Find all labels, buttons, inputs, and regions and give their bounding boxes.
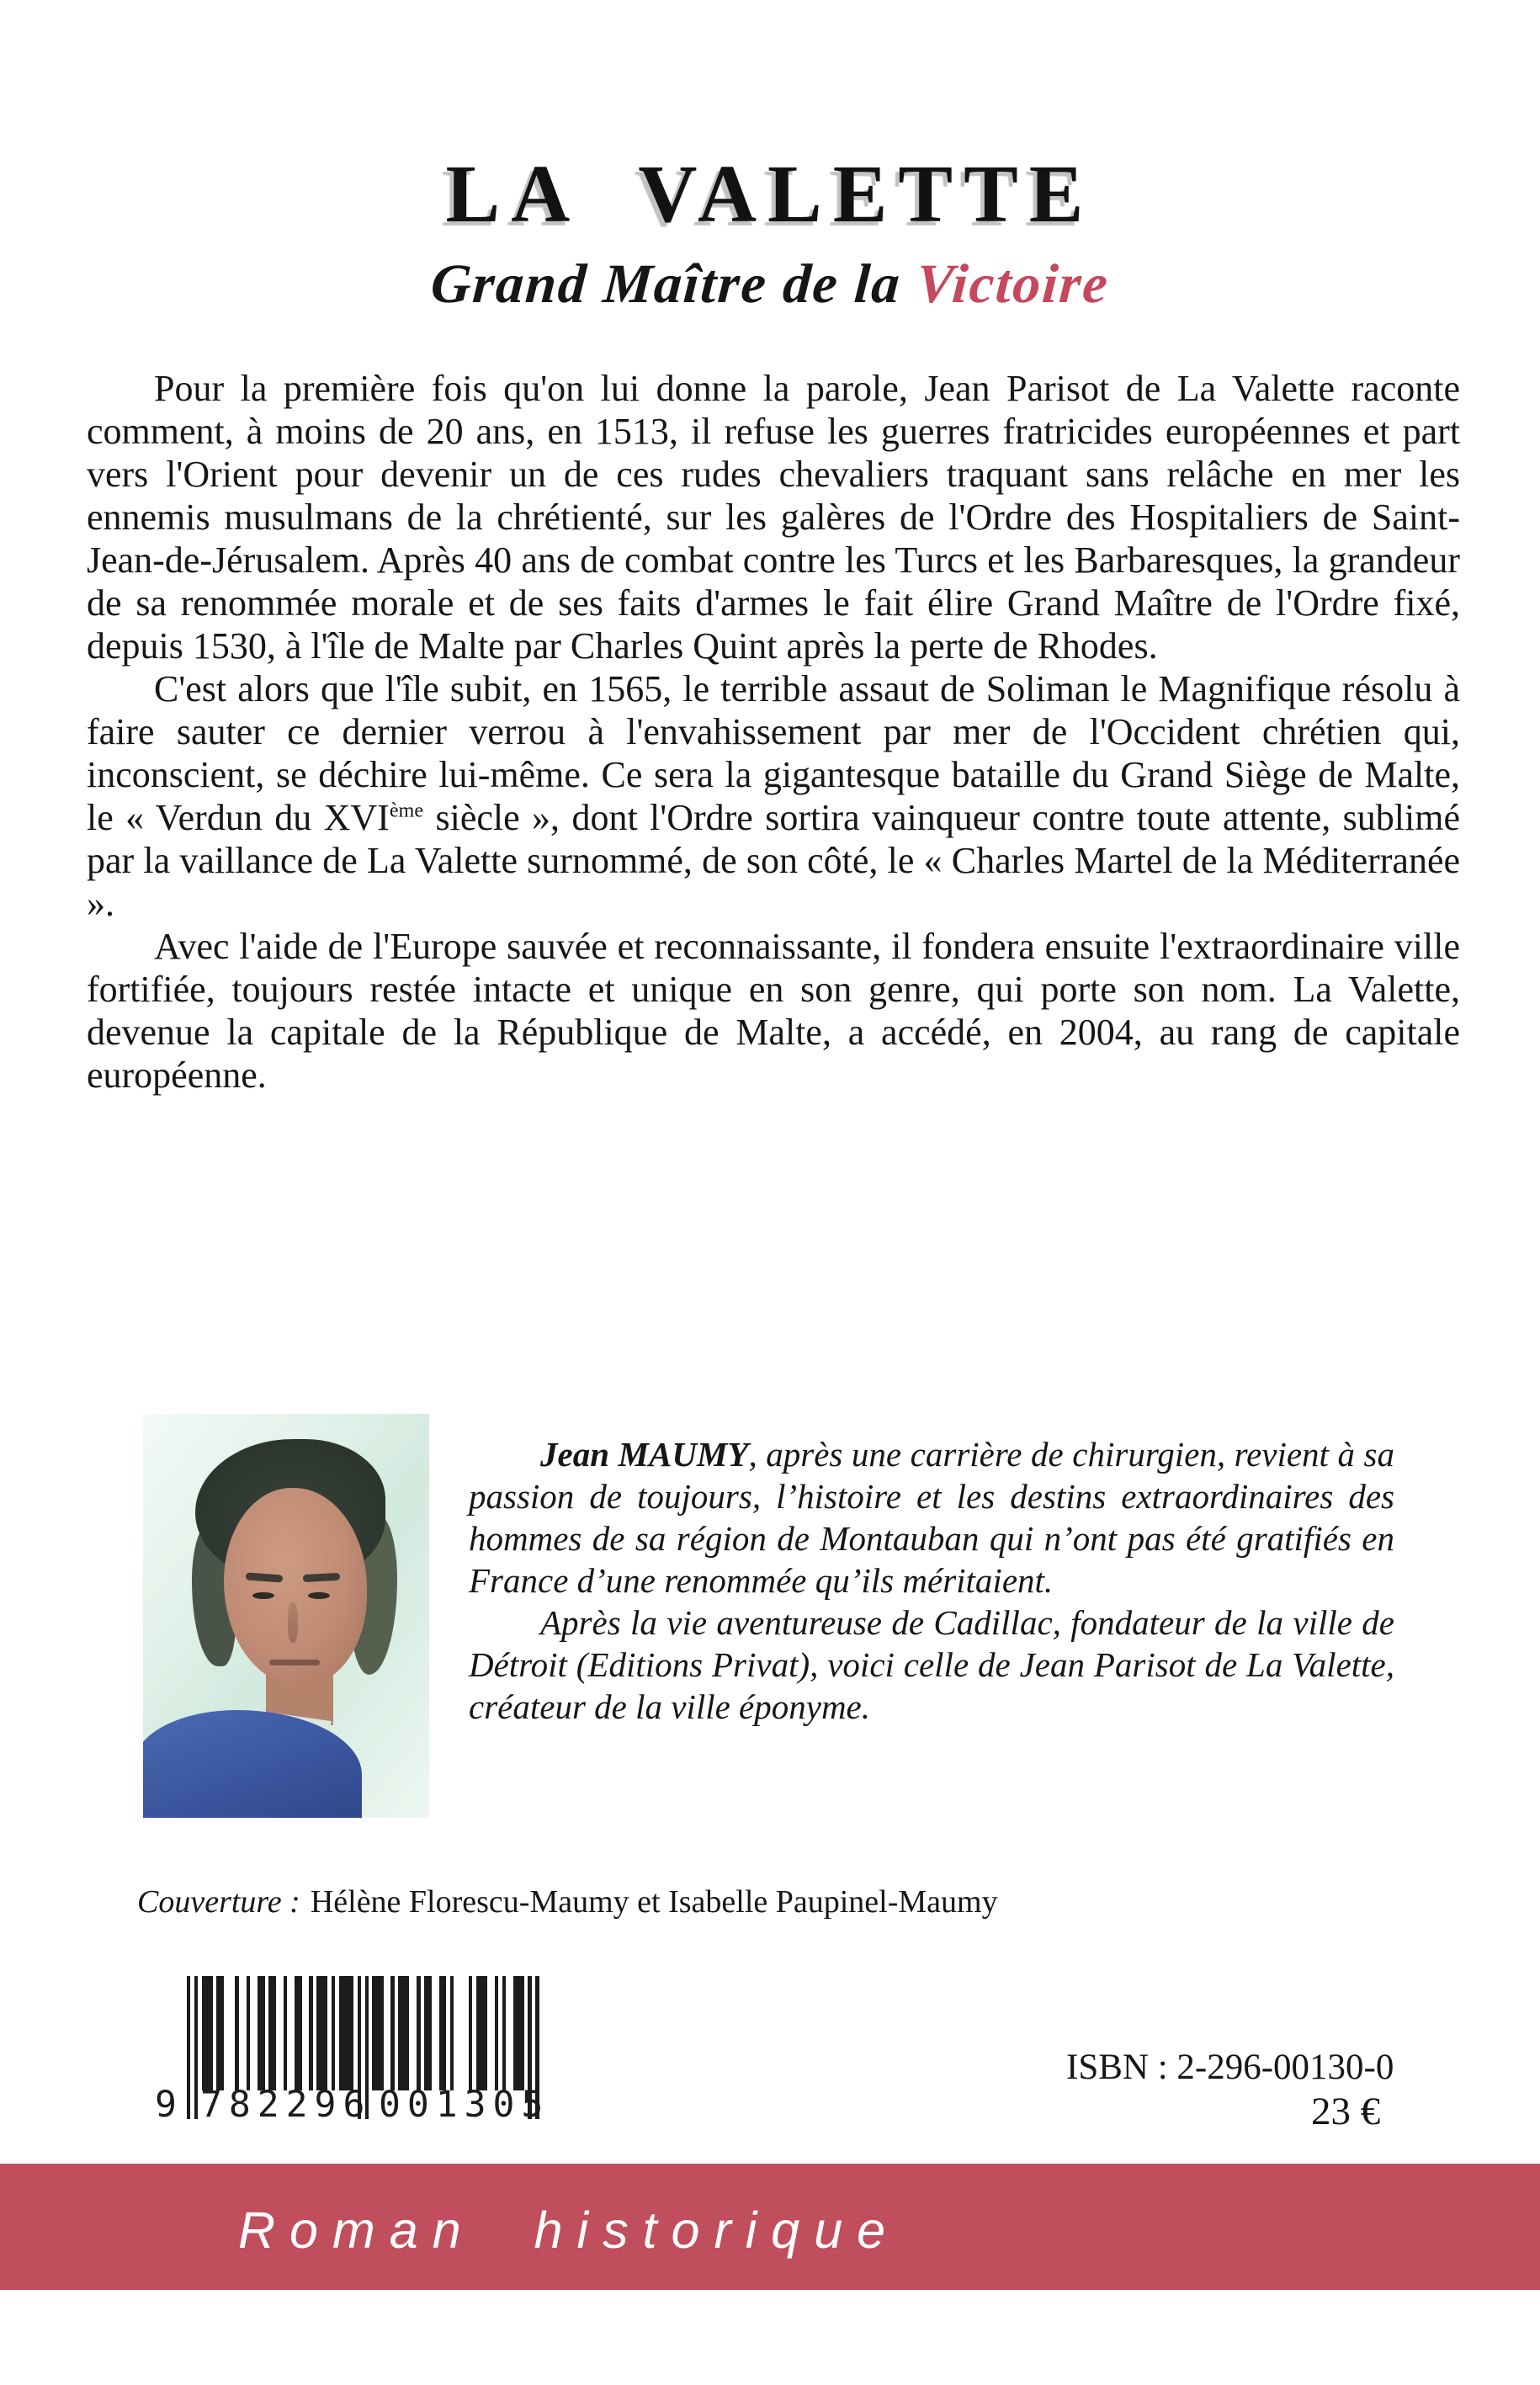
paragraph-2-text: C'est alors que l'île subit, en 1565, le terrible assaut de Soliman le Magnifique résolu à faire sauter ce dernier verrou à l'envahissement par mer de l'Occident chrétien qui, inconscient, se déchire lui-même. Ce sera la gigantesque bataille du Grand Siège de Malte, le « Verdun du XVI [87,668,1460,838]
subtitle-highlight: Victoire [914,253,1112,315]
book-subtitle [0,254,1540,316]
author-name: Jean MAUMY [540,1435,749,1474]
superscript-eme: ème [389,799,424,822]
author-bio-paragraph-1 [469,1433,1394,1602]
price-text: 23 € [1311,2090,1381,2133]
photo-eye-shape [252,1592,274,1599]
author-bio-paragraph-2: Après la vie aventureuse de Cadillac, fondateur de la ville de Détroit (Editions Privat), voici celle de Jean Parisot de La Valette, créateur de la ville éponyme. [469,1603,1394,1726]
paragraph-2-text-end: siècle », dont l'Ordre sortira vainqueur contre toute attente, sublimé par la vaillance de La Valette surnommé, de son côté, le « Charles Martel de la Méditerranée ». [87,797,1460,924]
photo-eye-shape [308,1592,330,1599]
subtitle-prefix: Grand Maître de la [428,253,919,315]
synopsis [87,367,1460,1097]
genre-banner-label: Roman historique [238,2202,900,2259]
book-title: LA VALETTE [445,149,1095,239]
isbn-text: ISBN : 2-296-00130-0 [1066,2048,1394,2087]
synopsis-paragraph-3: Avec l'aide de l'Europe sauvée et reconnaissante, il fondera ensuite l'extraordinaire ville fortifiée, toujours restée intacte et unique en son genre, qui porte son nom. La Valette, devenue la capitale de la République de Malte, a accédé, en 2004, au rang de capitale européenne. [87,926,1460,1096]
credits-names: Hélène Florescu-Maumy et Isabelle Paupinel-Maumy [310,1884,998,1920]
author-bio [469,1433,1394,1728]
author-photo [143,1414,429,1818]
barcode-digits [155,2084,550,2126]
barcode-digits-left: 782296 [200,2084,372,2126]
author-bio-text: , après une carrière de chirurgien, revient à sa passion de toujours, l’histoire et les destins extraordinaires des hommes de sa région de Montauban qui n’ont pas été gratifiés en France d’une renommée qu’ils méritaient. [469,1435,1394,1600]
genre-banner [0,2164,1540,2290]
barcode-digits-right: 001305 [379,2084,550,2126]
ean13-barcode [155,1976,550,2126]
cover-credits [137,1883,998,1922]
photo-mouth-shape [269,1660,320,1665]
barcode-digit-first: 9 [155,2084,177,2126]
photo-face-shape [224,1488,367,1686]
synopsis-paragraph-1: Pour la première fois qu'on lui donne la parole, Jean Parisot de La Valette raconte comment, à moins de 20 ans, en 1513, il refuse les guerres fratricides européennes et part vers l'Orient pour devenir un de ces rudes chevaliers traquant sans relâche en mer les ennemis musulmans de la chrétienté, sur les galères de l'Ordre des Hospitaliers de Saint-Jean-de-Jérusalem. Après 40 ans de combat contre les Turcs et les Barbaresques, la grandeur de sa renommée morale et de ses faits d'armes le fait élire Grand Maître de l'Ordre fixé, depuis 1530, à l'île de Malte par Charles Quint après la perte de Rhodes. [87,368,1460,667]
synopsis-paragraph-2 [87,667,1460,925]
photo-nose-shape [288,1602,298,1643]
credits-label: Couverture : [137,1884,300,1920]
